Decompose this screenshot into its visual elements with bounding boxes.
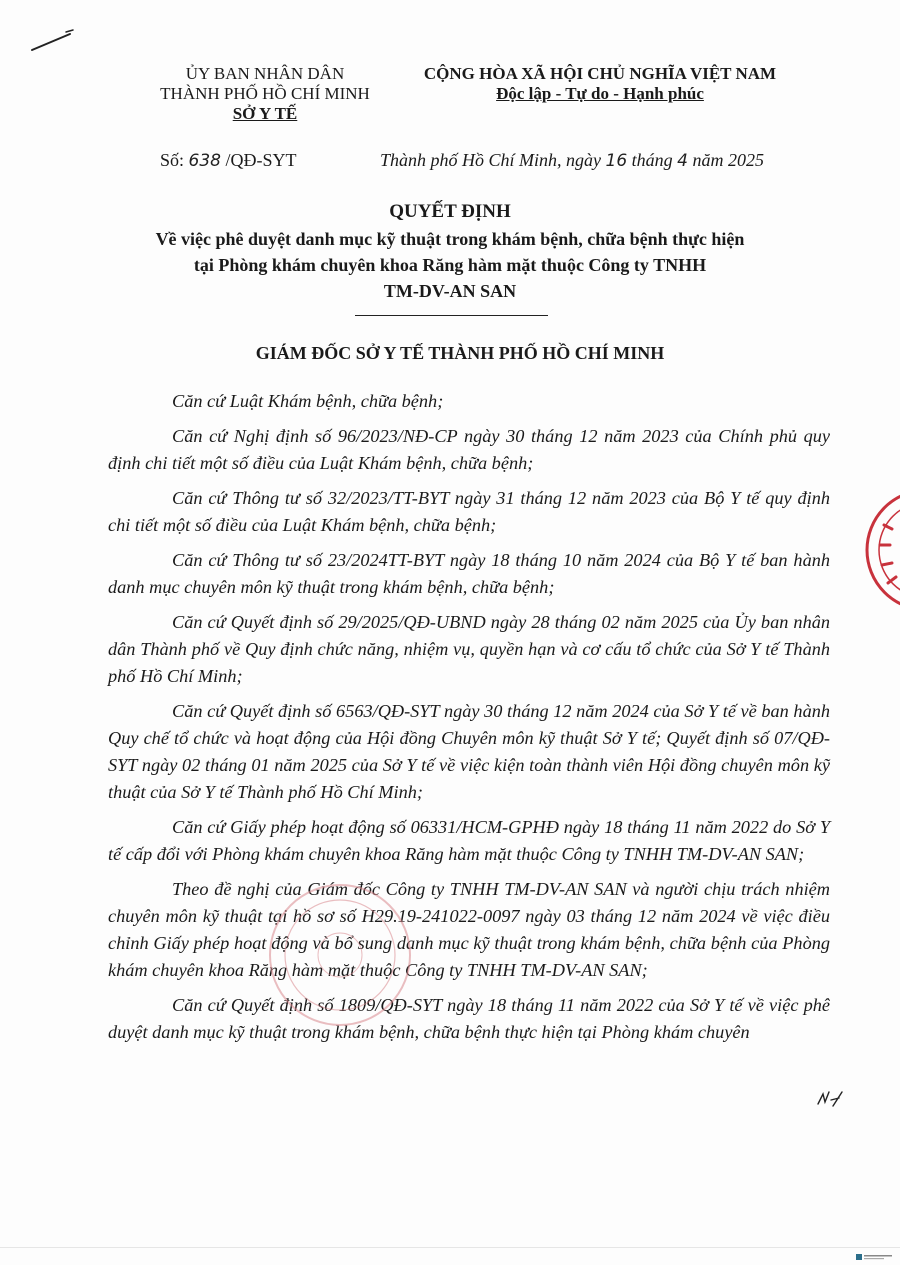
date-part-1: Thành phố Hồ Chí Minh, ngày: [380, 150, 602, 170]
paragraph: Căn cứ Thông tư số 23/2024TT-BYT ngày 18 tháng 10 năm 2024 của Bộ Y tế ban hành danh mục chuyên môn kỹ thuật trong khám bệnh, chữa bệnh;: [108, 550, 830, 597]
decision-subtitle-3: TM-DV-AN SAN: [383, 281, 517, 301]
issuing-authority: [120, 64, 410, 124]
initials-mark-icon: [815, 1088, 845, 1110]
handwritten-mark-icon: [30, 28, 75, 54]
date-part-2: tháng: [631, 150, 673, 170]
legal-basis-body: [108, 388, 830, 1054]
paragraph: Căn cứ Nghị định số 96/2023/NĐ-CP ngày 30 tháng 12 năm 2023 của Chính phủ quy định chi tiết một số điều của Luật Khám bệnh, chữa bệnh;: [108, 426, 830, 473]
authority-line-3: SỞ Y TẾ: [232, 104, 298, 123]
authority-line-1: ỦY BAN NHÂN DÂN: [185, 64, 345, 83]
authority-line-2: THÀNH PHỐ HỒ CHÍ MINH: [160, 84, 370, 103]
number-suffix: /QĐ-SYT: [225, 150, 297, 170]
paragraph: Căn cứ Quyết định số 29/2025/QĐ-UBND ngày 28 tháng 02 năm 2025 của Ủy ban nhân dân Thành phố về Quy định chức năng, nhiệm vụ, quyền hạn và cơ cấu tổ chức của Sở Y tế Thành phố Hồ Chí Minh;: [108, 612, 830, 686]
faded-seal-icon: [265, 880, 415, 1030]
paragraph: Theo đề nghị của Giám đốc Công ty TNHH TM-DV-AN SAN và người chịu trách nhiệm chuyên môn kỹ thuật tại hồ sơ số H29.19-241022-0097 ngày 03 tháng 12 năm 2024 về việc điều chỉnh Giấy phép hoạt động và bổ sung danh mục kỹ thuật trong khám bệnh, chữa bệnh của Phòng khám chuyên khoa Răng hàm mặt thuộc Công ty TNHH TM-DV-AN SAN;: [108, 879, 830, 980]
number-prefix: Số:: [160, 150, 185, 170]
paragraph: Căn cứ Quyết định số 1809/QĐ-SYT ngày 18 tháng 11 năm 2022 của Sở Y tế về việc phê duyệt danh mục kỹ thuật trong khám bệnh, chữa bệnh thực hiện tại Phòng khám chuyên: [108, 995, 830, 1042]
title-divider: [355, 315, 548, 316]
paragraph: Căn cứ Quyết định số 6563/QĐ-SYT ngày 30 tháng 12 năm 2024 của Sở Y tế về ban hành Quy chế tổ chức và hoạt động của Hội đồng Chuyên môn kỹ thuật Sở Y tế; Quyết định số 07/QĐ-SYT ngày 02 tháng 01 năm 2025 của Sở Y tế về việc kiện toàn thành viên Hội đồng chuyên môn kỹ thuật của Sở Y tế Thành phố Hồ Chí Minh;: [108, 701, 830, 802]
director-heading: GIÁM ĐỐC SỞ Y TẾ THÀNH PHỐ HỒ CHÍ MINH: [255, 343, 665, 363]
scanner-logo-icon: [855, 1250, 895, 1263]
date-day: 16: [605, 151, 628, 171]
decision-subtitle-1: Về việc phê duyệt danh mục kỹ thuật trong khám bệnh, chữa bệnh thực hiện: [155, 229, 745, 249]
red-seal-icon: [862, 485, 900, 615]
decision-subtitle-2: tại Phòng khám chuyên khoa Răng hàm mặt thuộc Công ty TNHH: [193, 255, 707, 275]
scan-bottom-edge: [0, 1247, 900, 1248]
national-name: CỘNG HÒA XÃ HỘI CHỦ NGHĨA VIỆT NAM: [423, 64, 777, 83]
paragraph: Căn cứ Luật Khám bệnh, chữa bệnh;: [172, 391, 444, 411]
paragraph: Căn cứ Giấy phép hoạt động số 06331/HCM-GPHĐ ngày 18 tháng 11 năm 2022 do Sở Y tế cấp đổi với Phòng khám chuyên khoa Răng hàm mặt thuộc Công ty TNHH TM-DV-AN SAN;: [108, 817, 830, 864]
date-month: 4: [677, 151, 688, 171]
document-date: [380, 150, 764, 171]
number-handwritten: 638: [188, 151, 221, 171]
national-heading: [370, 64, 830, 104]
decision-title: [110, 198, 790, 304]
document-number: [160, 150, 296, 171]
decision-heading: QUYẾT ĐỊNH: [389, 201, 511, 222]
paragraph: Căn cứ Thông tư số 32/2023/TT-BYT ngày 31 tháng 12 năm 2023 của Bộ Y tế quy định chi tiết một số điều của Luật Khám bệnh, chữa bệnh;: [108, 488, 830, 535]
date-part-3: năm 2025: [692, 150, 764, 170]
national-motto: Độc lập - Tự do - Hạnh phúc: [496, 84, 704, 103]
